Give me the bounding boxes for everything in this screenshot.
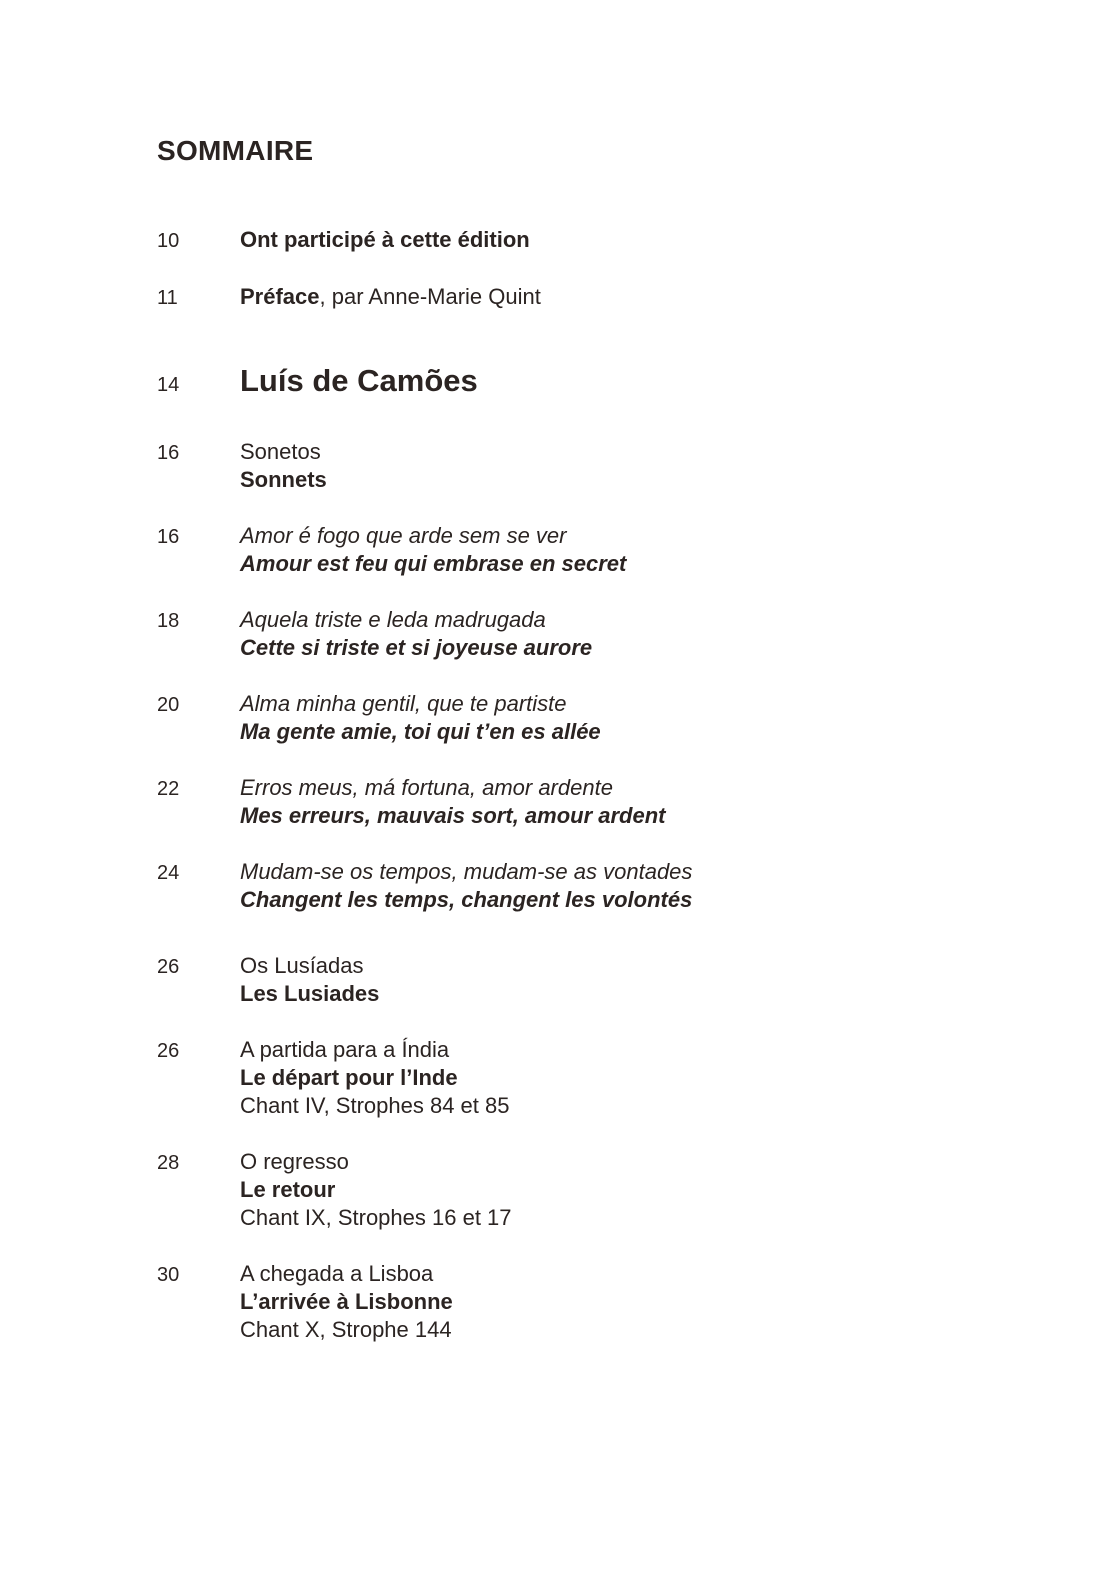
toc-entry [157,1036,1017,1120]
toc-entry-line [240,952,379,980]
toc-page-number: 18 [157,610,180,632]
toc-entry-content [240,362,478,400]
toc-entry [157,774,1017,830]
toc-text-segment: Ma gente amie, toi qui t’en es allée [240,719,601,744]
toc-text-segment: Amour est feu qui embrase en secret [240,551,627,576]
toc-entry-content [240,226,530,254]
toc-entry [157,606,1017,662]
toc-entry [157,226,1017,255]
toc-text-segment: L’arrivée à Lisbonne [240,1289,453,1314]
toc-entry-content [240,1148,512,1232]
toc-text-segment: Le départ pour l’Inde [240,1065,458,1090]
toc-text-segment: Sonetos [240,439,321,464]
toc-entry-line [240,1064,510,1092]
toc-entry-line [240,550,626,578]
toc-text-segment: Luís de Camões [240,363,478,398]
toc-text-segment: Les Lusiades [240,981,380,1006]
toc-entry-line [240,1036,510,1064]
toc-entry [157,362,1017,400]
toc-entry-line [240,1316,453,1344]
toc-entry [157,690,1017,746]
toc-entry-line [240,1176,512,1204]
toc-page-number: 10 [157,230,180,252]
toc-entry-content [240,1036,510,1120]
toc-entry-content [240,522,626,578]
toc-page-number: 16 [157,526,180,548]
toc-entry-content [240,858,692,914]
toc-text-segment: Chant IX, Strophes 16 et 17 [240,1205,512,1230]
toc-text-segment: Changent les temps, changent les volontés [240,887,693,912]
toc-entry-line [240,362,478,400]
toc-page-number: 16 [157,442,180,464]
toc-entry-content [240,1260,453,1344]
toc-entry-line [240,1204,512,1232]
toc-text-segment: A partida para a Índia [240,1037,450,1062]
toc-page-number: 24 [157,862,180,884]
toc-entry-line [240,466,327,494]
toc-text-segment: O regresso [240,1149,349,1174]
toc-entry-content [240,690,601,746]
toc-entry [157,1260,1017,1344]
page-title: SOMMAIRE [157,135,314,166]
toc-entry-line [240,522,626,550]
toc-text-segment: A chegada a Lisboa [240,1261,434,1286]
toc-text-segment: Préface [240,284,320,309]
toc-text-segment: Ont participé à cette édition [240,227,530,252]
toc-page-number: 26 [157,956,180,978]
toc-entry-content [240,952,379,1008]
toc-text-segment: Mes erreurs, mauvais sort, amour ardent [240,803,666,828]
toc-text-segment: Os Lusíadas [240,953,364,978]
toc-text-segment: Chant X, Strophe 144 [240,1317,452,1342]
toc-entry-content [240,438,327,494]
toc-page-number: 22 [157,778,180,800]
toc-entry-line [240,226,530,254]
toc-entry [157,283,1017,312]
toc-entry-content [240,606,592,662]
toc-entry-content [240,283,541,311]
toc-entry [157,1148,1017,1232]
toc-entry-line [240,1260,453,1288]
toc-entry-line [240,606,592,634]
toc-page-number: 30 [157,1264,180,1286]
toc-entry-line [240,886,692,914]
toc-text-segment: , par Anne-Marie Quint [319,284,541,309]
toc-text-segment: Sonnets [240,467,327,492]
toc-entry [157,438,1017,494]
toc-text-segment: Mudam-se os tempos, mudam-se as vontades [240,859,693,884]
toc-text-segment: Alma minha gentil, que te partiste [240,691,567,716]
toc-entry-line [240,1092,510,1120]
toc-entry [157,858,1017,914]
toc-text-segment: Chant IV, Strophes 84 et 85 [240,1093,510,1118]
toc-text-segment: Amor é fogo que arde sem se ver [240,523,567,548]
toc-entry-line [240,718,601,746]
toc-entry-line [240,980,379,1008]
toc-entry-line [240,1288,453,1316]
toc-page-number: 20 [157,694,180,716]
toc-entry-content [240,774,666,830]
toc-entry-line [240,802,666,830]
toc-page-number: 26 [157,1040,180,1062]
toc-entry-line [240,438,327,466]
toc-page-number: 11 [157,287,178,309]
toc-entry-line [240,283,541,311]
toc-entry [157,952,1017,1008]
toc-text-segment: Cette si triste et si joyeuse aurore [240,635,593,660]
toc-entry-line [240,858,692,886]
toc-page-number: 28 [157,1152,180,1174]
toc-text-segment: Aquela triste e leda madrugada [240,607,546,632]
toc-entry [157,522,1017,578]
toc-entry-line [240,690,601,718]
toc-entry-line [240,634,592,662]
toc-text-segment: Erros meus, má fortuna, amor ardente [240,775,613,800]
toc-text-segment: Le retour [240,1177,336,1202]
toc-entry-line [240,774,666,802]
toc-entry-line [240,1148,512,1176]
toc-page-number: 14 [157,374,180,396]
toc-list [157,226,1017,1344]
